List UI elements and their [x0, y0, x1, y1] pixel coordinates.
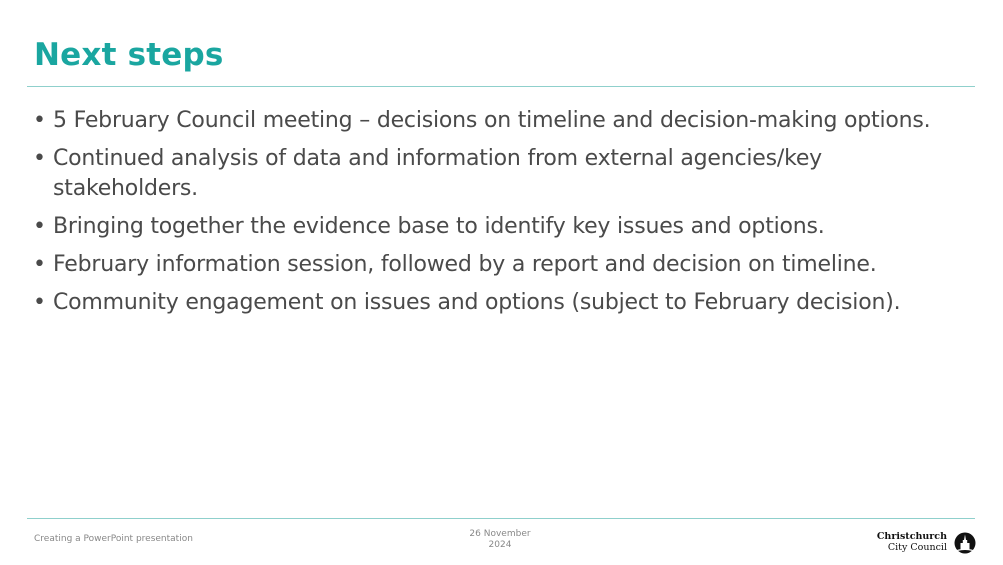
- logo-line1: Christchurch: [876, 531, 947, 542]
- bullet-text: Community engagement on issues and options (subject to February decision).: [53, 290, 901, 315]
- bullet-item: [33, 144, 963, 204]
- bullet-item: [33, 288, 963, 318]
- logo-line2: City Council: [887, 541, 947, 553]
- footer-date: [440, 529, 560, 551]
- bullet-dot-icon: •: [33, 214, 46, 239]
- bullet-item: [33, 250, 963, 280]
- bullet-item: [33, 106, 963, 136]
- bullet-text: Bringing together the evidence base to identify key issues and options.: [53, 214, 825, 239]
- bullet-dot-icon: •: [33, 108, 46, 133]
- slide-title: Next steps: [34, 37, 224, 73]
- bullet-dot-icon: •: [33, 252, 46, 277]
- bullet-dot-icon: •: [33, 290, 46, 315]
- bullet-item: [33, 212, 963, 242]
- bullet-dot-icon: •: [33, 146, 46, 171]
- title-divider: [27, 86, 975, 87]
- logo-wordmark: [877, 532, 947, 553]
- footer-date-year: 2024: [488, 540, 512, 550]
- bullet-text: 5 February Council meeting – decisions on timeline and decision-making options.: [53, 108, 931, 133]
- footer-divider: [27, 518, 975, 519]
- bullet-list: [33, 106, 963, 326]
- footer-date-day-month: 26 November: [469, 529, 531, 539]
- council-logo: [876, 531, 980, 557]
- footer-presentation-name: Creating a PowerPoint presentation: [34, 534, 193, 544]
- cathedral-emblem-icon: [954, 532, 976, 554]
- bullet-text: Continued analysis of data and information from external agencies/key stakeholders.: [53, 146, 823, 201]
- bullet-text: February information session, followed by a report and decision on timeline.: [53, 252, 877, 277]
